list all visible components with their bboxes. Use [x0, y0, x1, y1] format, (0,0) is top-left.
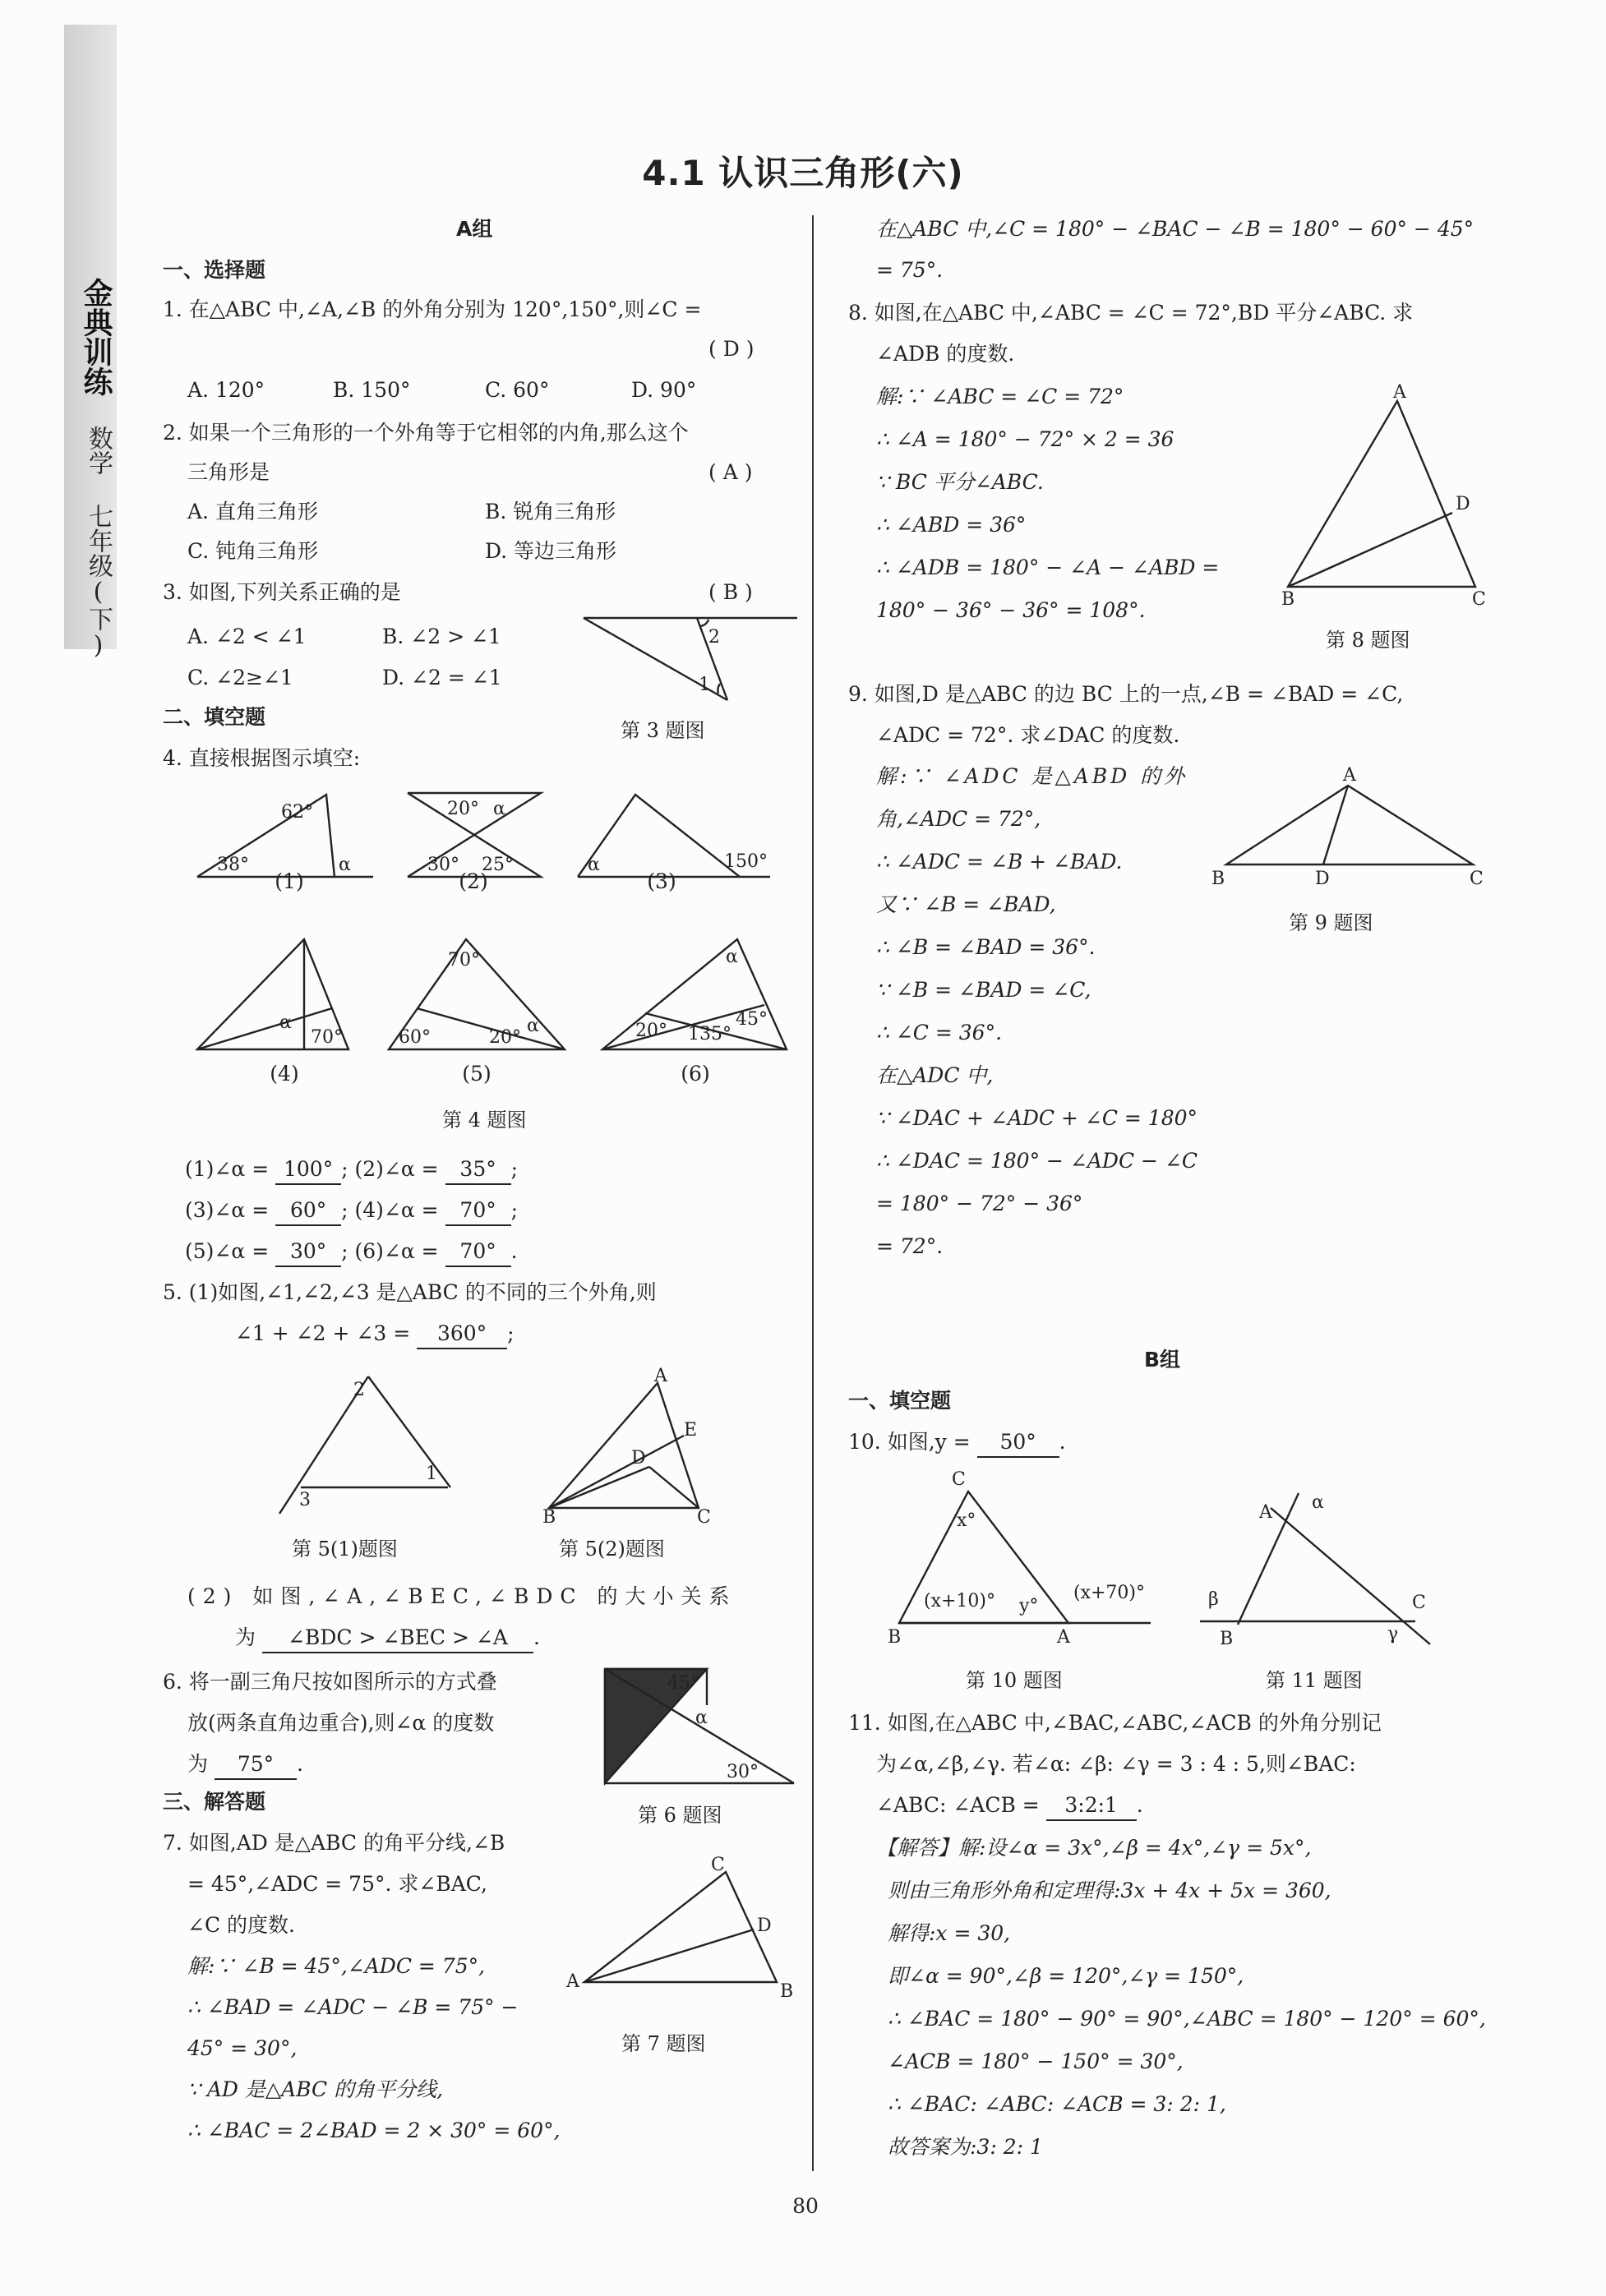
- svg-text:C: C: [952, 1469, 966, 1490]
- q4-label-2: (2): [459, 869, 488, 893]
- svg-text:A: A: [1259, 1502, 1272, 1523]
- q11-sol-2: 则由三角形外角和定理得:3x + 4x + 5x = 360,: [888, 1879, 1331, 1902]
- svg-text:A: A: [1393, 382, 1406, 403]
- q4-prefix-2: (2)∠α =: [354, 1157, 439, 1181]
- q5-text-3: (2) 如图,∠A,∠BEC,∠BDC 的大小关系: [187, 1584, 737, 1608]
- q4-sep-3: ;: [341, 1198, 348, 1222]
- svg-text:70°: 70°: [448, 950, 480, 970]
- q8-text-1: 8. 如图,在△ABC 中,∠ABC = ∠C = 72°,BD 平分∠ABC. 求: [848, 301, 1414, 325]
- q1-option-c: C. 60°: [485, 378, 550, 402]
- section-b-fill: 一、填空题: [848, 1389, 952, 1413]
- q4-prefix-4: (4)∠α =: [354, 1198, 439, 1222]
- q11-text-1: 11. 如图,在△ABC 中,∠BAC,∠ABC,∠ACB 的外角分别记: [848, 1711, 1382, 1735]
- q9-sol-3: ∴ ∠ADC = ∠B + ∠BAD.: [876, 850, 1123, 874]
- q4-answer-line-3: [185, 1238, 518, 1267]
- q11-sol-3: 解得:x = 30,: [888, 1921, 1011, 1945]
- svg-text:70°: 70°: [311, 1027, 343, 1048]
- svg-text:150°: 150°: [724, 851, 768, 872]
- q5-text-2: ∠1 + ∠2 + ∠3 =: [235, 1321, 411, 1345]
- q4-prefix-3: (3)∠α =: [185, 1198, 270, 1222]
- q9-sol-12: = 72°.: [876, 1234, 944, 1258]
- svg-text:β: β: [1208, 1589, 1219, 1610]
- q2-answer: ( A ): [708, 460, 753, 484]
- brand-label: 金典训练: [79, 278, 113, 396]
- q2-option-d: D. 等边三角形: [485, 539, 617, 563]
- svg-text:20°: 20°: [489, 1027, 521, 1048]
- q4-answer-3: 60°: [275, 1196, 341, 1226]
- q11-sol-4: 即∠α = 90°,∠β = 120°,∠γ = 150°,: [888, 1964, 1244, 1988]
- svg-text:38°: 38°: [217, 855, 249, 875]
- q5-caption-1: 第 5(1)题图: [292, 1538, 398, 1561]
- q4-text: 4. 直接根据图示填空:: [163, 746, 361, 770]
- q1-option-a: A. 120°: [187, 378, 265, 402]
- q6-line-3: [187, 1750, 303, 1780]
- q6-text-3: 为: [187, 1752, 209, 1776]
- q4-answer-line-2: [185, 1196, 518, 1226]
- svg-text:E: E: [684, 1420, 698, 1441]
- q8-sol-5: ∴ ∠ADB = 180° − ∠A − ∠ABD =: [876, 556, 1220, 579]
- svg-text:C: C: [1470, 869, 1484, 889]
- svg-text:α: α: [279, 1012, 292, 1033]
- q7-sol-4: ∵ AD 是△ABC 的角平分线,: [187, 2077, 444, 2101]
- q10-answer: 50°: [977, 1428, 1059, 1458]
- q4-figure-5: [382, 933, 571, 1056]
- q9-sol-11: = 180° − 72° − 36°: [876, 1192, 1083, 1215]
- q4-sep-4: ;: [510, 1198, 519, 1222]
- q2-option-a: A. 直角三角形: [187, 500, 318, 523]
- svg-text:A: A: [1057, 1627, 1070, 1648]
- q5-line-2: [235, 1320, 515, 1349]
- q10-line: [848, 1428, 1066, 1458]
- q9-sol-8: 在△ADC 中,: [876, 1063, 994, 1087]
- q3-option-a: A. ∠2 < ∠1: [187, 625, 307, 648]
- q4-label-3: (3): [647, 869, 676, 893]
- q7-text-3: ∠C 的度数.: [187, 1913, 295, 1937]
- svg-text:B: B: [542, 1507, 556, 1528]
- q4-label-5: (5): [462, 1062, 491, 1086]
- svg-text:2: 2: [708, 627, 720, 648]
- q3-option-b: B. ∠2 > ∠1: [382, 625, 501, 648]
- q7-sol-1: 解:∵ ∠B = 45°,∠ADC = 75°,: [187, 1954, 486, 1978]
- q4-sep-1: ;: [341, 1157, 348, 1181]
- q9-sol-9: ∵ ∠DAC + ∠ADC + ∠C = 180°: [876, 1106, 1198, 1130]
- q8-sol-4: ∴ ∠ABD = 36°: [876, 513, 1027, 537]
- q4-end: .: [510, 1239, 518, 1263]
- q9-sol-7: ∴ ∠C = 36°.: [876, 1021, 1003, 1044]
- q11-tail: .: [1136, 1793, 1143, 1817]
- q8-figure: [1278, 382, 1508, 610]
- q3-option-c: C. ∠2≥∠1: [187, 666, 293, 689]
- svg-text:α: α: [695, 1708, 708, 1728]
- q7-cont-1: 在△ABC 中,∠C = 180° − ∠BAC − ∠B = 180° − 60° − 45°: [876, 217, 1474, 241]
- q11-sol-5: ∴ ∠BAC = 180° − 90° = 90°,∠ABC = 180° − 120° = 60°,: [888, 2007, 1486, 2031]
- q3-caption: 第 3 题图: [621, 719, 705, 742]
- q11-figure: [1200, 1483, 1447, 1656]
- svg-text:25°: 25°: [482, 855, 514, 875]
- q5-text-1: 5. (1)如图,∠1,∠2,∠3 是△ABC 的不同的三个外角,则: [163, 1280, 657, 1304]
- svg-text:D: D: [1456, 494, 1470, 514]
- svg-text:3: 3: [299, 1490, 311, 1510]
- svg-text:60°: 60°: [399, 1027, 431, 1048]
- q11-sol-1: 【解答】解:设∠α = 3x°,∠β = 4x°,∠γ = 5x°,: [876, 1836, 1312, 1860]
- q4-answer-4: 70°: [445, 1196, 511, 1226]
- q9-text-2: ∠ADC = 72°. 求∠DAC 的度数.: [876, 723, 1180, 747]
- q4-prefix-5: (5)∠α =: [185, 1239, 270, 1263]
- q1-answer: ( D ): [708, 337, 755, 361]
- q11-answer: 3:2:1: [1046, 1791, 1137, 1821]
- svg-text:A: A: [1343, 765, 1356, 786]
- svg-text:α: α: [588, 855, 600, 875]
- q4-label-6: (6): [681, 1062, 710, 1086]
- svg-text:C: C: [1472, 589, 1486, 610]
- svg-text:D: D: [1315, 869, 1330, 889]
- section-choice: 一、选择题: [163, 258, 266, 282]
- q5-answer-2: ∠BDC > ∠BEC > ∠A: [262, 1624, 533, 1653]
- q1-option-d: D. 90°: [631, 378, 697, 402]
- page-number: 80: [792, 2194, 819, 2218]
- q11-sol-6: ∠ACB = 180° − 150° = 30°,: [888, 2049, 1184, 2073]
- svg-text:1: 1: [699, 675, 710, 695]
- q1-text: 1. 在△ABC 中,∠A,∠B 的外角分别为 120°,150°,则∠C =: [163, 297, 702, 321]
- q10-caption: 第 10 题图: [966, 1669, 1063, 1692]
- q3-figure: [575, 608, 805, 707]
- q4-answer-5: 30°: [275, 1238, 341, 1267]
- q9-sol-5: ∴ ∠B = ∠BAD = 36°.: [876, 935, 1096, 959]
- q4-label-4: (4): [270, 1062, 299, 1086]
- q2-text-2: 三角形是: [187, 460, 270, 484]
- column-divider: [812, 215, 814, 2171]
- q10-tail: .: [1059, 1430, 1066, 1454]
- svg-text:α: α: [493, 799, 505, 819]
- svg-text:B: B: [1211, 869, 1225, 889]
- q5-figure-1: [271, 1372, 460, 1520]
- svg-text:C: C: [697, 1507, 711, 1528]
- svg-text:A: A: [566, 1971, 579, 1992]
- q4-answer-2: 35°: [445, 1155, 511, 1185]
- q4-figure-6: [596, 933, 793, 1056]
- q6-answer: 75°: [215, 1750, 297, 1780]
- q6-figure: [600, 1664, 797, 1787]
- svg-text:B: B: [1281, 589, 1295, 610]
- svg-text:γ: γ: [1387, 1624, 1399, 1644]
- q3-answer: ( B ): [708, 580, 753, 604]
- q9-sol-1: 解:∵ ∠ADC 是△ABD 的外: [876, 764, 1188, 788]
- q4-prefix-1: (1)∠α =: [185, 1157, 270, 1181]
- q9-sol-6: ∵ ∠B = ∠BAD = ∠C,: [876, 978, 1091, 1002]
- q8-caption: 第 8 题图: [1326, 629, 1410, 652]
- svg-text:(x+10)°: (x+10)°: [924, 1591, 996, 1611]
- q6-tail: .: [296, 1752, 303, 1776]
- q11-text-3: ∠ABC: ∠ACB =: [876, 1793, 1040, 1817]
- q4-sep-2: ;: [510, 1157, 519, 1181]
- q8-text-2: ∠ADB 的度数.: [876, 342, 1015, 366]
- q3-option-d: D. ∠2 = ∠1: [382, 666, 502, 689]
- group-a-label: A组: [456, 217, 493, 241]
- q9-sol-10: ∴ ∠DAC = 180° − ∠ADC − ∠C: [876, 1149, 1198, 1173]
- q5-answer-1: 360°: [417, 1320, 507, 1349]
- svg-text:1: 1: [426, 1464, 437, 1484]
- q7-text-1: 7. 如图,AD 是△ABC 的角平分线,∠B: [163, 1831, 505, 1855]
- q5-caption-2: 第 5(2)题图: [559, 1538, 665, 1561]
- q5-line-4: [235, 1624, 540, 1653]
- q4-prefix-6: (6)∠α =: [354, 1239, 439, 1263]
- q8-sol-3: ∵ BC 平分∠ABC.: [876, 470, 1044, 494]
- side-tab: [64, 25, 117, 660]
- svg-text:A: A: [654, 1366, 667, 1386]
- svg-text:135°: 135°: [688, 1024, 731, 1044]
- q5-figure-2: [542, 1366, 723, 1528]
- svg-text:α: α: [339, 855, 351, 875]
- q6-caption: 第 6 题图: [638, 1804, 722, 1827]
- q11-caption: 第 11 题图: [1266, 1669, 1363, 1692]
- svg-text:α: α: [1312, 1492, 1324, 1513]
- svg-text:C: C: [1412, 1593, 1426, 1613]
- q11-line-3: [876, 1791, 1143, 1821]
- svg-text:C: C: [711, 1855, 725, 1875]
- svg-text:45°: 45°: [667, 1673, 699, 1694]
- q9-caption: 第 9 题图: [1289, 911, 1373, 934]
- q4-figure-4: [191, 933, 355, 1056]
- svg-text:2: 2: [353, 1380, 365, 1400]
- q7-caption: 第 7 题图: [621, 2032, 706, 2055]
- svg-text:B: B: [888, 1627, 902, 1648]
- q11-text-2: 为∠α,∠β,∠γ. 若∠α: ∠β: ∠γ = 3 : 4 : 5,则∠BAC:: [876, 1752, 1356, 1776]
- q5-tail-1: ;: [507, 1321, 515, 1345]
- q7-sol-2: ∴ ∠BAD = ∠ADC − ∠B = 75° −: [187, 1995, 519, 2019]
- svg-text:20°: 20°: [635, 1021, 667, 1041]
- svg-text:D: D: [757, 1916, 772, 1936]
- q10-figure: [888, 1467, 1159, 1656]
- q4-answer-6: 70°: [445, 1238, 511, 1267]
- q5-text-4: 为: [235, 1625, 256, 1649]
- q4-answer-line-1: [185, 1155, 518, 1185]
- svg-text:30°: 30°: [727, 1762, 759, 1782]
- q5-tail-2: .: [533, 1625, 540, 1649]
- svg-text:45°: 45°: [736, 1009, 768, 1030]
- q8-sol-6: 180° − 36° − 36° = 108°.: [876, 598, 1146, 622]
- q7-sol-5: ∴ ∠BAC = 2∠BAD = 2 × 30° = 60°,: [187, 2118, 561, 2142]
- q7-sol-3: 45° = 30°,: [187, 2036, 298, 2060]
- svg-text:y°: y°: [1019, 1596, 1039, 1616]
- q2-option-c: C. 钝角三角形: [187, 539, 319, 563]
- svg-text:x°: x°: [957, 1510, 976, 1531]
- q2-text-1: 2. 如果一个三角形的一个外角等于它相邻的内角,那么这个: [163, 421, 689, 445]
- q8-sol-2: ∴ ∠A = 180° − 72° × 2 = 36: [876, 427, 1175, 451]
- q9-figure: [1210, 764, 1489, 888]
- q4-sep-5: ;: [341, 1239, 348, 1263]
- q9-text-1: 9. 如图,D 是△ABC 的边 BC 上的一点,∠B = ∠BAD = ∠C,: [848, 682, 1404, 706]
- q8-sol-1: 解:∵ ∠ABC = ∠C = 72°: [876, 385, 1124, 408]
- q7-cont-2: = 75°.: [876, 258, 944, 282]
- svg-text:α: α: [726, 947, 738, 967]
- q9-sol-2: 角,∠ADC = 72°,: [876, 807, 1041, 831]
- svg-text:α: α: [527, 1016, 539, 1036]
- q4-caption: 第 4 题图: [442, 1109, 527, 1132]
- page-title: 4.1 认识三角形(六): [642, 153, 964, 193]
- q4-answer-1: 100°: [275, 1155, 341, 1185]
- q11-sol-8: 故答案为:3: 2: 1: [888, 2135, 1043, 2159]
- q4-label-1: (1): [275, 869, 304, 893]
- svg-text:B: B: [1220, 1629, 1234, 1649]
- svg-text:B: B: [780, 1981, 794, 2002]
- svg-text:D: D: [631, 1448, 646, 1468]
- q11-sol-7: ∴ ∠BAC: ∠ABC: ∠ACB = 3: 2: 1,: [888, 2092, 1226, 2116]
- svg-text:62°: 62°: [281, 802, 313, 823]
- q7-text-2: = 45°,∠ADC = 75°. 求∠BAC,: [187, 1872, 487, 1896]
- q6-text-2: 放(两条直角边重合),则∠α 的度数: [187, 1711, 495, 1735]
- q6-text-1: 6. 将一副三角尺按如图所示的方式叠: [163, 1670, 497, 1694]
- section-solve: 三、解答题: [163, 1790, 266, 1814]
- svg-text:20°: 20°: [447, 799, 479, 819]
- group-b-label: B组: [1144, 1348, 1181, 1372]
- section-fill: 二、填空题: [163, 705, 266, 729]
- subject-label: 数学 七年级(下): [84, 425, 113, 660]
- q3-text: 3. 如图,下列关系正确的是: [163, 580, 401, 604]
- q7-figure: [566, 1855, 801, 2005]
- q10-text: 10. 如图,y =: [848, 1430, 971, 1454]
- q2-option-b: B. 锐角三角形: [485, 500, 616, 523]
- q9-sol-4: 又∵ ∠B = ∠BAD,: [876, 892, 1056, 916]
- q1-option-b: B. 150°: [333, 378, 411, 402]
- svg-text:(x+70)°: (x+70)°: [1073, 1583, 1146, 1603]
- svg-text:30°: 30°: [427, 855, 459, 875]
